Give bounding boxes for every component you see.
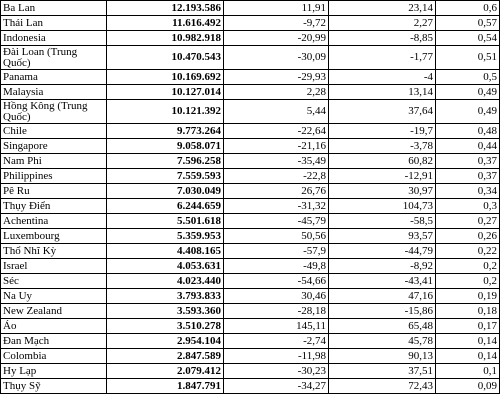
table-row xyxy=(1,379,500,394)
country-name-cell: Philippines xyxy=(1,169,107,184)
share-cell: 0,5 xyxy=(436,70,500,85)
growth-2-cell: -1,77 xyxy=(329,46,436,70)
value-cell: 11.616.492 xyxy=(107,16,224,31)
share-cell: 0,1 xyxy=(436,364,500,379)
country-name-cell: Chile xyxy=(1,124,107,139)
growth-2-cell: 104,73 xyxy=(329,199,436,214)
growth-1-cell: -35,49 xyxy=(224,154,329,169)
share-cell: 0,6 xyxy=(436,1,500,16)
growth-1-cell: 26,76 xyxy=(224,184,329,199)
growth-2-cell: 72,43 xyxy=(329,379,436,394)
country-name-cell: Luxembourg xyxy=(1,229,107,244)
share-cell: 0,18 xyxy=(436,304,500,319)
growth-2-cell: 60,82 xyxy=(329,154,436,169)
growth-2-cell: -58,5 xyxy=(329,214,436,229)
growth-1-cell: -28,18 xyxy=(224,304,329,319)
value-cell: 10.127.014 xyxy=(107,85,224,100)
country-name-cell: Achentina xyxy=(1,214,107,229)
table-row xyxy=(1,154,500,169)
value-cell: 10.982.918 xyxy=(107,31,224,46)
growth-1-cell: -54,66 xyxy=(224,274,329,289)
country-name-cell: Na Uy xyxy=(1,289,107,304)
growth-2-cell: 30,97 xyxy=(329,184,436,199)
value-cell: 1.847.791 xyxy=(107,379,224,394)
value-cell: 3.593.360 xyxy=(107,304,224,319)
growth-1-cell: -11,98 xyxy=(224,349,329,364)
country-name-cell: Thụy Điển xyxy=(1,199,107,214)
value-cell: 4.053.631 xyxy=(107,259,224,274)
table-row xyxy=(1,1,500,16)
country-name-cell: Đài Loan (Trung Quốc) xyxy=(1,46,107,70)
country-name-cell: Pê Ru xyxy=(1,184,107,199)
growth-2-cell: 65,48 xyxy=(329,319,436,334)
table-row xyxy=(1,229,500,244)
value-cell: 10.169.692 xyxy=(107,70,224,85)
share-cell: 0,37 xyxy=(436,169,500,184)
share-cell: 0,49 xyxy=(436,100,500,124)
value-cell: 5.501.618 xyxy=(107,214,224,229)
table-row xyxy=(1,334,500,349)
growth-1-cell: -21,16 xyxy=(224,139,329,154)
country-name-cell: Nam Phi xyxy=(1,154,107,169)
value-cell: 7.559.593 xyxy=(107,169,224,184)
share-cell: 0,14 xyxy=(436,349,500,364)
country-name-cell: Thổ Nhĩ Kỳ xyxy=(1,244,107,259)
value-cell: 10.470.543 xyxy=(107,46,224,70)
table-row xyxy=(1,184,500,199)
share-cell: 0,54 xyxy=(436,31,500,46)
growth-2-cell: -8,85 xyxy=(329,31,436,46)
value-cell: 9.058.071 xyxy=(107,139,224,154)
growth-2-cell: 37,51 xyxy=(329,364,436,379)
country-name-cell: Hy Lạp xyxy=(1,364,107,379)
growth-2-cell: 93,57 xyxy=(329,229,436,244)
table-row xyxy=(1,319,500,334)
growth-1-cell: -20,99 xyxy=(224,31,329,46)
growth-1-cell: -22,8 xyxy=(224,169,329,184)
table-row xyxy=(1,70,500,85)
country-name-cell: Indonesia xyxy=(1,31,107,46)
table-row xyxy=(1,304,500,319)
value-cell: 2.847.589 xyxy=(107,349,224,364)
growth-1-cell: -30,23 xyxy=(224,364,329,379)
growth-2-cell: 23,14 xyxy=(329,1,436,16)
share-cell: 0,09 xyxy=(436,379,500,394)
table-body xyxy=(1,1,500,394)
country-name-cell: Panama xyxy=(1,70,107,85)
table-row xyxy=(1,31,500,46)
growth-2-cell: -12,91 xyxy=(329,169,436,184)
value-cell: 3.793.833 xyxy=(107,289,224,304)
growth-2-cell: -8,92 xyxy=(329,259,436,274)
growth-2-cell: -4 xyxy=(329,70,436,85)
value-cell: 7.596.258 xyxy=(107,154,224,169)
growth-2-cell: -3,78 xyxy=(329,139,436,154)
table-row xyxy=(1,85,500,100)
growth-1-cell: 5,44 xyxy=(224,100,329,124)
table-row xyxy=(1,289,500,304)
value-cell: 7.030.049 xyxy=(107,184,224,199)
growth-1-cell: -31,32 xyxy=(224,199,329,214)
country-name-cell: Malaysia xyxy=(1,85,107,100)
table-row xyxy=(1,139,500,154)
share-cell: 0,37 xyxy=(436,154,500,169)
table-row xyxy=(1,16,500,31)
growth-2-cell: -19,7 xyxy=(329,124,436,139)
share-cell: 0,34 xyxy=(436,184,500,199)
share-cell: 0,44 xyxy=(436,139,500,154)
share-cell: 0,51 xyxy=(436,46,500,70)
table-row xyxy=(1,244,500,259)
growth-2-cell: 37,64 xyxy=(329,100,436,124)
growth-1-cell: 11,91 xyxy=(224,1,329,16)
country-name-cell: Đan Mạch xyxy=(1,334,107,349)
growth-1-cell: -45,79 xyxy=(224,214,329,229)
share-cell: 0,26 xyxy=(436,229,500,244)
table-row xyxy=(1,169,500,184)
country-name-cell: Thụy Sỹ xyxy=(1,379,107,394)
growth-1-cell: -29,93 xyxy=(224,70,329,85)
table-row xyxy=(1,364,500,379)
value-cell: 5.359.953 xyxy=(107,229,224,244)
country-name-cell: Thái Lan xyxy=(1,16,107,31)
value-cell: 4.408.165 xyxy=(107,244,224,259)
growth-2-cell: 13,14 xyxy=(329,85,436,100)
growth-2-cell: -15,86 xyxy=(329,304,436,319)
table-row xyxy=(1,46,500,70)
country-name-cell: Áo xyxy=(1,319,107,334)
table-row xyxy=(1,100,500,124)
growth-1-cell: 145,11 xyxy=(224,319,329,334)
share-cell: 0,2 xyxy=(436,274,500,289)
growth-2-cell: -43,41 xyxy=(329,274,436,289)
growth-2-cell: 47,16 xyxy=(329,289,436,304)
share-cell: 0,3 xyxy=(436,199,500,214)
value-cell: 12.193.586 xyxy=(107,1,224,16)
growth-1-cell: -2,74 xyxy=(224,334,329,349)
growth-1-cell: -34,27 xyxy=(224,379,329,394)
country-name-cell: Séc xyxy=(1,274,107,289)
share-cell: 0,27 xyxy=(436,214,500,229)
growth-2-cell: 45,78 xyxy=(329,334,436,349)
table-row xyxy=(1,124,500,139)
share-cell: 0,17 xyxy=(436,319,500,334)
share-cell: 0,19 xyxy=(436,289,500,304)
growth-2-cell: 90,13 xyxy=(329,349,436,364)
growth-1-cell: -49,8 xyxy=(224,259,329,274)
growth-2-cell: 2,27 xyxy=(329,16,436,31)
growth-1-cell: -22,64 xyxy=(224,124,329,139)
table-row xyxy=(1,214,500,229)
growth-1-cell: 50,56 xyxy=(224,229,329,244)
country-name-cell: Israel xyxy=(1,259,107,274)
table-row xyxy=(1,259,500,274)
value-cell: 3.510.278 xyxy=(107,319,224,334)
country-name-cell: Ba Lan xyxy=(1,1,107,16)
growth-1-cell: -57,9 xyxy=(224,244,329,259)
table-row xyxy=(1,349,500,364)
value-cell: 4.023.440 xyxy=(107,274,224,289)
value-cell: 2.079.412 xyxy=(107,364,224,379)
share-cell: 0,48 xyxy=(436,124,500,139)
table-row xyxy=(1,199,500,214)
growth-1-cell: 30,46 xyxy=(224,289,329,304)
table-row xyxy=(1,274,500,289)
growth-1-cell: -30,09 xyxy=(224,46,329,70)
share-cell: 0,2 xyxy=(436,259,500,274)
value-cell: 9.773.264 xyxy=(107,124,224,139)
country-name-cell: Hồng Kông (Trung Quốc) xyxy=(1,100,107,124)
growth-1-cell: 2,28 xyxy=(224,85,329,100)
share-cell: 0,22 xyxy=(436,244,500,259)
country-name-cell: Colombia xyxy=(1,349,107,364)
share-cell: 0,49 xyxy=(436,85,500,100)
share-cell: 0,57 xyxy=(436,16,500,31)
country-name-cell: Singapore xyxy=(1,139,107,154)
share-cell: 0,14 xyxy=(436,334,500,349)
value-cell: 6.244.659 xyxy=(107,199,224,214)
growth-1-cell: -9,72 xyxy=(224,16,329,31)
growth-2-cell: -44,79 xyxy=(329,244,436,259)
value-cell: 10.121.392 xyxy=(107,100,224,124)
country-name-cell: New Zealand xyxy=(1,304,107,319)
value-cell: 2.954.104 xyxy=(107,334,224,349)
